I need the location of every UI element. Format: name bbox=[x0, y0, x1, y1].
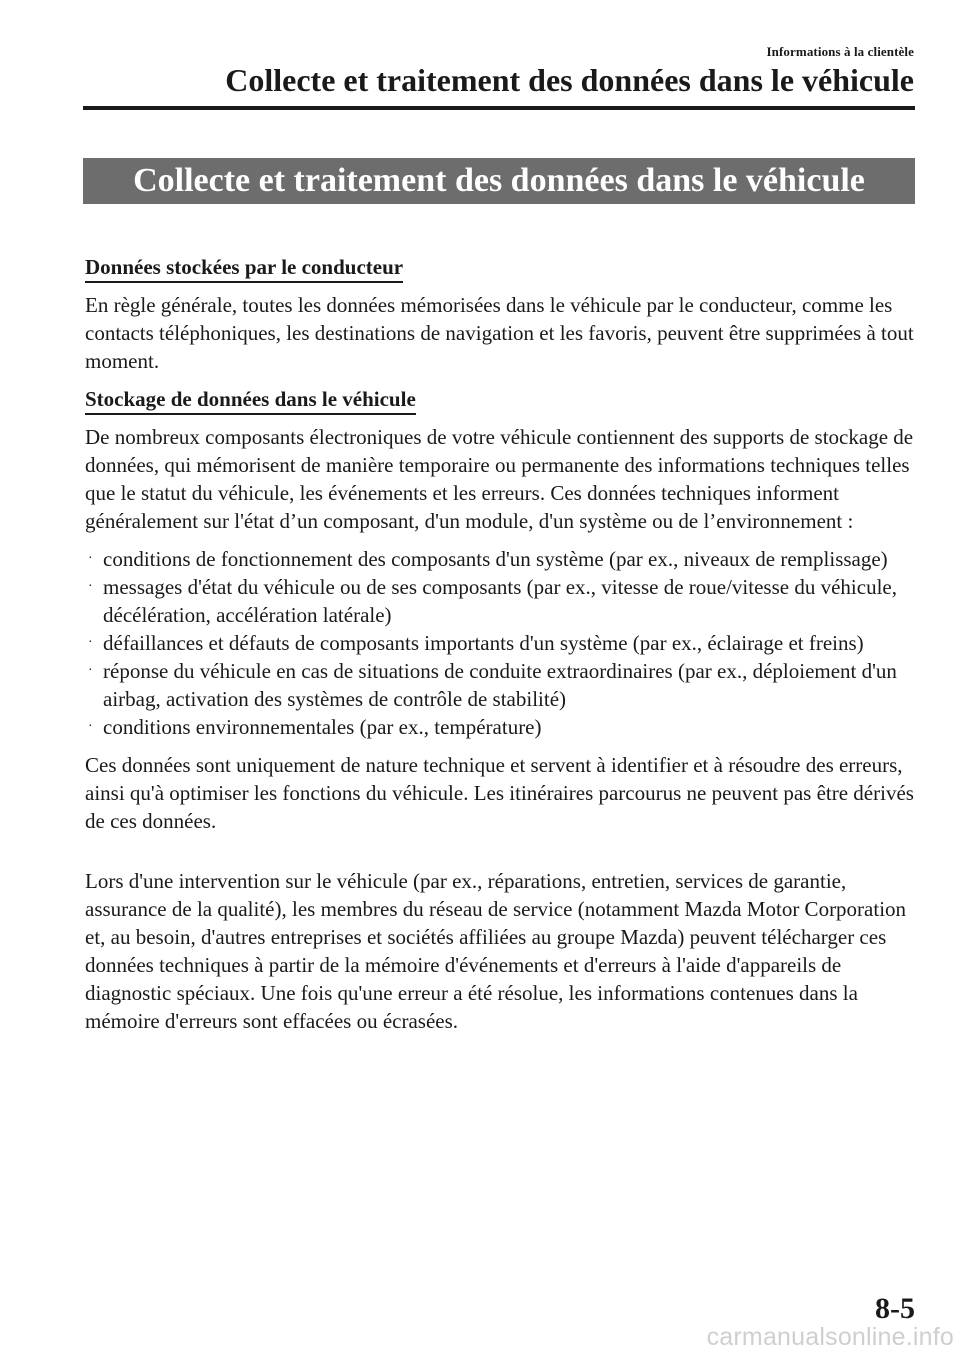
list-item bbox=[85, 629, 915, 657]
list-item-text: réponse du véhicule en cas de situations de conduite extraordinaires (par ex., déploiement d'un airbag, activation des systèmes de contrôle de stabilité) bbox=[103, 659, 897, 711]
heading-driver-data: Données stockées par le conducteur bbox=[85, 254, 403, 283]
section-label: Collecte et traitement des données dans le véhicule bbox=[225, 62, 914, 98]
paragraph-driver-data: En règle générale, toutes les données mémorisées dans le véhicule par le conducteur, comme les contacts téléphoniques, les destinations de navigation et les favoris, peuvent être supprimées à tout moment. bbox=[85, 293, 914, 373]
bullet-list bbox=[85, 545, 915, 741]
running-header bbox=[225, 44, 914, 99]
bullet-icon: · bbox=[88, 551, 93, 566]
paragraph-technical-nature: Ces données sont uniquement de nature technique et servent à identifier et à résoudre des erreurs, ainsi qu'à optimiser les fonctions du véhicule. Les itinéraires parcourus ne peuvent pas être dérivés de ces données. bbox=[85, 753, 914, 833]
list-item-text: conditions de fonctionnement des composants d'un système (par ex., niveaux de remplissage) bbox=[103, 547, 888, 571]
chapter-label: Informations à la clientèle bbox=[766, 44, 914, 59]
bullet-icon: · bbox=[88, 719, 93, 734]
list-item-text: défaillances et défauts de composants importants d'un système (par ex., éclairage et freins) bbox=[103, 631, 864, 655]
list-item bbox=[85, 657, 915, 713]
list-item-text: conditions environnementales (par ex., température) bbox=[103, 715, 542, 739]
bullet-icon: · bbox=[88, 635, 93, 650]
list-item-text: messages d'état du véhicule ou de ses composants (par ex., vitesse de roue/vitesse du véhicule, décélération, accélération latérale) bbox=[103, 575, 897, 627]
paragraph-gap bbox=[85, 845, 915, 867]
bullet-icon: · bbox=[88, 579, 93, 594]
bullet-icon: · bbox=[88, 663, 93, 678]
paragraph-vehicle-storage-intro: De nombreux composants électroniques de votre véhicule contiennent des supports de stockage de données, qui mémorisent de manière temporaire ou permanente des informations techniques telles que le statut du véhicule, les événements et les erreurs. Ces données techniques informent généralement sur l'état d’un composant, d'un module, d'un système ou de l’environnement : bbox=[85, 425, 914, 533]
list-item bbox=[85, 545, 915, 573]
list-item bbox=[85, 713, 915, 741]
paragraph-service-network: Lors d'une intervention sur le véhicule (par ex., réparations, entretien, services de garantie, assurance de la qualité), les membres du réseau de service (notamment Mazda Motor Corporation et, au besoin, d'autres entreprises et sociétés affiliées au groupe Mazda) peuvent télécharger ces données techniques à partir de la mémoire d'événements et d'erreurs à l'aide d'appareils de diagnostic spéciaux. Une fois qu'une erreur a été résolue, les informations contenues dans la mémoire d'erreurs sont effacées ou écrasées. bbox=[85, 869, 907, 1033]
page-content bbox=[85, 253, 915, 1045]
heading-vehicle-storage: Stockage de données dans le véhicule bbox=[85, 386, 416, 415]
page-number: 8-5 bbox=[875, 1292, 915, 1325]
header-rule bbox=[83, 106, 915, 110]
page-title-banner: Collecte et traitement des données dans le véhicule bbox=[83, 158, 915, 204]
list-item bbox=[85, 573, 915, 629]
watermark: carmanualsonline.info bbox=[706, 1323, 954, 1351]
